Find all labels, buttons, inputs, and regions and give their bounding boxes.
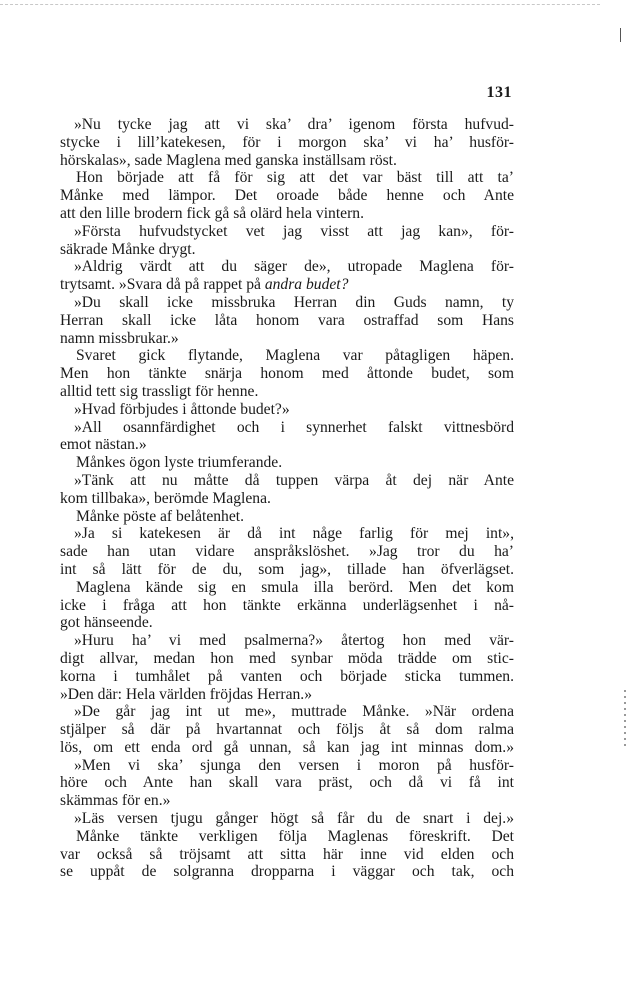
text-line-content: Maglena kände sig en smula illa berörd. Men det kom (76, 578, 514, 596)
text-line-content: »Läs versen tjugu gånger högt så får du de snart i dej.» (74, 810, 514, 828)
top-edge-rule (0, 4, 600, 5)
text-line (60, 668, 514, 686)
text-line (60, 187, 514, 205)
text-line-content: höre och Ante han skall vara präst, och då vi få int (60, 774, 514, 792)
text-line (60, 454, 514, 472)
text-line-content: stycke i lill’katekesen, för i morgon ska’ vi ha’ husför- (60, 133, 514, 151)
page-edge-mark (620, 28, 621, 42)
text-line (60, 347, 514, 365)
text-line-content: namn missbrukar.» (60, 329, 179, 347)
text-line (60, 401, 514, 419)
text-line-content: »Tänk att nu måtte då tuppen värpa åt dej när Ante (74, 471, 514, 489)
text-line-content: sade han utan vidare anspråkslöshet. »Jag tror du ha’ (60, 543, 514, 561)
text-line (60, 739, 514, 757)
text-line-content: int så lätt för de du, som jag», tillade han öfverlägset. (60, 560, 514, 578)
page-number: 131 (486, 84, 512, 101)
text-line (60, 792, 514, 810)
text-line (60, 828, 514, 846)
text-line (60, 614, 514, 632)
text-line-content: icke i fråga att hon tänkte erkänna underlägsenhet i nå- (60, 596, 514, 614)
text-line (60, 294, 514, 312)
text-line (60, 383, 514, 401)
text-line (60, 134, 514, 152)
text-line-content: Månke tänkte verkligen följa Maglenas föreskrift. Det (76, 827, 514, 845)
text-line (60, 561, 514, 579)
text-line-content: Svaret gick flytande, Maglena var påtagligen häpen. (76, 347, 514, 365)
text-line (60, 472, 514, 490)
text-line-content: alltid tett sig trassligt för henne. (60, 382, 259, 400)
text-line (60, 846, 514, 864)
text-line-content: got hänseende. (60, 614, 153, 632)
text-line-content: Månke med lämpor. Det oroade både henne och Ante (60, 187, 514, 205)
text-line (60, 543, 514, 561)
text-line (60, 490, 514, 508)
text-line-content: lös, om ett enda ord gå unnan, så kan jag int minnas dom.» (60, 738, 514, 756)
text-line-content: Månke pöste af belåtenhet. (76, 507, 244, 525)
text-line-content: »Hvad förbjudes i åttonde budet?» (74, 400, 290, 418)
text-line (60, 703, 514, 721)
text-line-content: »Ja si katekesen är då int någe farlig för mej int», (74, 525, 514, 543)
body-text (60, 116, 514, 881)
text-line (60, 223, 514, 241)
text-line-content: digt allvar, medan hon med synbar möda trädde om stic- (60, 649, 514, 667)
text-line-content: »Huru ha’ vi med psalmerna?» återtog hon med vär- (74, 632, 514, 650)
text-line (60, 365, 514, 383)
text-line (60, 205, 514, 223)
text-line-content: korna i tumhålet på vanten och började sticka tummen. (60, 667, 514, 685)
text-line-content: »Den där: Hela världen fröjdas Herran.» (60, 685, 312, 703)
text-line-content: emot nästan.» (60, 436, 147, 454)
text-line-content: »All osannfärdighet och i synnerhet falskt vittnesbörd (74, 418, 514, 436)
text-line-content: hörskalas», sade Maglena med ganska inställsam röst. (60, 151, 397, 169)
text-line-content: stjälper så där på hvartannat och följs åt så dom ralma (60, 721, 514, 739)
text-line (60, 330, 514, 348)
text-line (60, 525, 514, 543)
text-line (60, 721, 514, 739)
text-line (60, 650, 514, 668)
text-line-content: säkrade Månke drygt. (60, 240, 196, 258)
text-line-content: trytsamt. »Svara då på rappet på (60, 276, 265, 294)
text-line (60, 258, 514, 276)
text-line-content: kom tillbaka», berömde Maglena. (60, 489, 271, 507)
text-line (60, 810, 514, 828)
text-line-content: Herran skall icke låta honom vara ostraffad som Hans (60, 311, 514, 329)
text-line (60, 241, 514, 259)
text-line-content: »Första hufvudstycket vet jag visst att jag kan», för- (74, 222, 514, 240)
italic-text: andra budet? (264, 276, 349, 294)
text-line-content: var också så tröjsamt att sitta här inne vid elden och (60, 845, 514, 863)
text-line (60, 436, 514, 454)
text-line-content: Månkes ögon lyste triumferande. (76, 454, 283, 472)
text-line-content: Hon började att få för sig att det var bäst till att ta’ (76, 169, 514, 187)
text-line (60, 152, 514, 170)
text-line-content: Men hon tänkte snärja honom med åttonde budet, som (60, 365, 514, 383)
text-line-content: »Du skall icke missbruka Herran din Guds namn, ty (74, 293, 514, 311)
text-line-content: skämmas för en.» (60, 792, 171, 810)
text-line (60, 632, 514, 650)
text-line-content: »Men vi ska’ sjunga den versen i moron på husför- (74, 756, 514, 774)
text-line (60, 419, 514, 437)
text-line (60, 863, 514, 881)
text-line (60, 774, 514, 792)
text-line (60, 686, 514, 704)
text-line (60, 757, 514, 775)
text-line (60, 116, 514, 134)
text-line (60, 508, 514, 526)
text-line-content: »Aldrig värdt att du säger de», utropade Maglena för- (74, 258, 514, 276)
text-line-content: att den lille brodern fick gå så olärd hela vintern. (60, 204, 364, 222)
text-line-content: »Nu tycke jag att vi ska’ dra’ igenom första hufvud- (74, 116, 514, 133)
text-line-content: »De går jag int ut me», muttrade Månke. »När ordena (74, 703, 514, 721)
margin-dots (624, 690, 626, 750)
text-line (60, 597, 514, 615)
text-line (60, 276, 514, 294)
text-line (60, 169, 514, 187)
text-line (60, 579, 514, 597)
text-line-content: se uppåt de solgranna dropparna i väggar och tak, och (60, 863, 514, 881)
text-line (60, 312, 514, 330)
